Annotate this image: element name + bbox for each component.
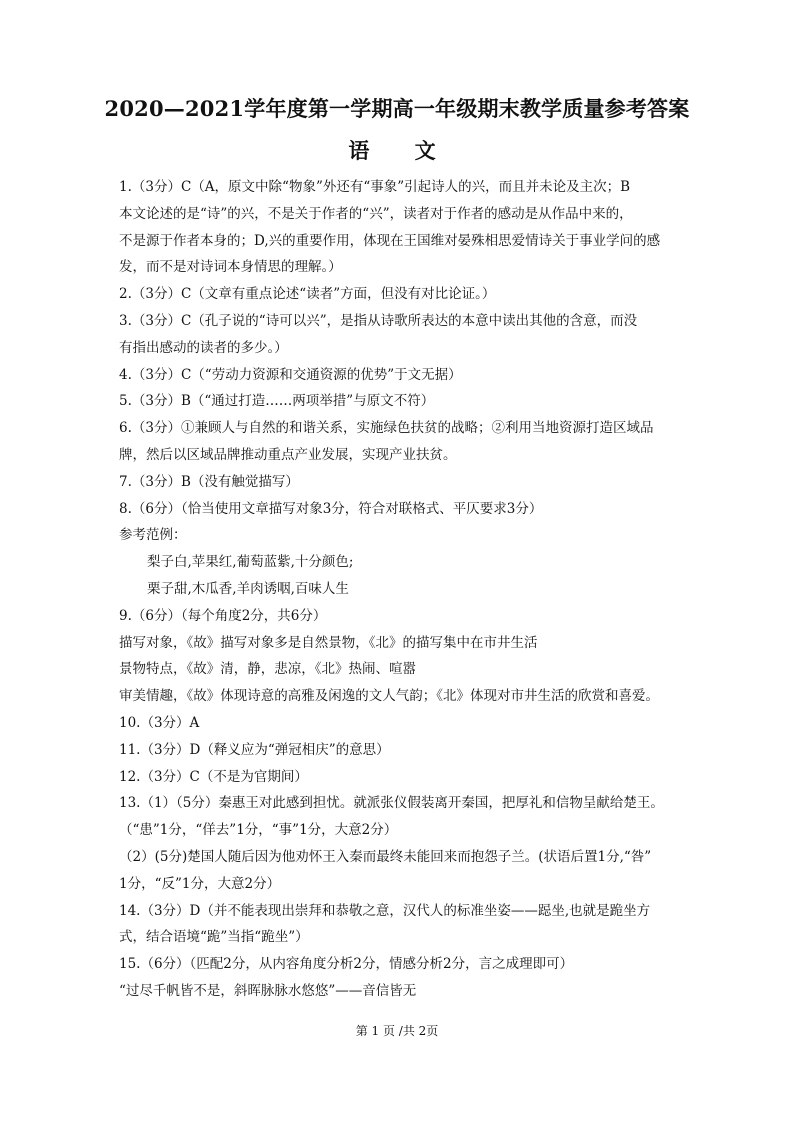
answer-line: 3.（3分）C（孔子说的“诗可以兴”，是指从诗歌所表达的本意中读出其他的含意，而没 xyxy=(119,312,638,329)
answer-line: 9.（6分）（每个角度2分，共6分） xyxy=(119,607,327,624)
answer-line: 12.（3分）C（不是为官期间） xyxy=(119,768,308,785)
answer-line: 审美情趣，《故》体现诗意的高雅及闲逸的文人气韵；《北》体现对市井生活的欣赏和喜爱。 xyxy=(119,688,659,705)
answer-line: （“患”1分，“佯去”1分，“事”1分，大意2分） xyxy=(119,822,398,839)
example-couplet-line: 梨子白,苹果红,葡萄蓝紫,十分颜色; xyxy=(147,554,354,571)
answer-line: 本文论述的是“诗”的兴，不是关于作者的“兴”，读者对于作者的感动是从作品中来的， xyxy=(119,205,633,222)
answer-line: 10.（3分）A xyxy=(119,714,200,731)
answer-body xyxy=(119,174,683,1005)
page-number-footer: 第 1 页 /共 2页 xyxy=(355,1024,439,1038)
answer-line: 14.（3分）D（并不能表现出崇拜和恭敬之意，汉代人的标准坐姿——跽坐,也就是跪坐方 xyxy=(119,902,651,919)
answer-line: 5.（3分）B（“通过打造……两项举措”与原文不符） xyxy=(119,393,435,410)
answer-line: 参考范例： xyxy=(119,527,187,544)
subject-heading: 语 文 xyxy=(348,138,446,163)
answer-line: 景物特点，《故》清，静，悲凉，《北》热闹、喧嚣 xyxy=(119,661,416,678)
page-title: 2020—2021学年度第一学期高一年级期末教学质量参考答案 xyxy=(104,96,690,121)
answer-line: 15.（6分）（匹配2分，从内容角度分析2分，情感分析2分，言之成理即可） xyxy=(119,956,574,973)
answer-line: 描写对象，《故》描写对象多是自然景物，《北》的描写集中在市井生活 xyxy=(119,634,538,651)
answer-line: 4.（3分）C（“劳动力资源和交通资源的优势”于文无据） xyxy=(119,366,462,383)
answer-line: 1分，“反”1分，大意2分） xyxy=(119,875,281,892)
answer-line: 2.（3分）C（文章有重点论述“读者”方面，但没有对比论证。） xyxy=(119,286,496,303)
answer-line: 7.（3分）B（没有触觉描写） xyxy=(119,473,299,490)
answer-line: “过尽千帆皆不是，斜晖脉脉水悠悠”——音信皆无 xyxy=(119,982,417,999)
answer-line: 1.（3分）C（A，原文中除“物象”外还有“事象”引起诗人的兴，而且并未论及主次；B xyxy=(119,179,631,195)
answer-line: 牌，然后以区域品牌推动重点产业发展，实现产业扶贫。 xyxy=(119,446,457,463)
answer-line: 有指出感动的读者的多少。） xyxy=(119,339,288,356)
example-couplet-line: 栗子甜,木瓜香,羊肉诱咽,百味人生 xyxy=(147,580,349,597)
answer-line: （2）(5分)楚国人随后因为他劝怀王入秦而最终未能回来而抱怨子兰。(状语后置1分,“咎” xyxy=(119,848,652,865)
answer-line: 11.（3分）D（释义应为“弹冠相庆”的意思） xyxy=(119,741,390,758)
answer-line: 式，结合语境“跪”当指“跪坐”） xyxy=(119,929,309,946)
answer-line: 6.（3分）①兼顾人与自然的和谐关系，实施绿色扶贫的战略；②利用当地资源打造区域品 xyxy=(119,420,654,437)
answer-line: 13.（1）（5分）秦惠王对此感到担忧。就派张仪假装离开秦国，把厚礼和信物呈献给楚王。 xyxy=(119,795,664,812)
answer-line: 8.（6分）（恰当使用文章描写对象3分，符合对联格式、平仄要求3分） xyxy=(119,500,543,517)
answer-line: 不是源于作者本身的；D,兴的重要作用，体现在王国维对晏殊相思爱情诗关于事业学问的感 xyxy=(119,232,661,249)
answer-line: 发，而不是对诗词本身情思的理解。） xyxy=(119,259,342,276)
